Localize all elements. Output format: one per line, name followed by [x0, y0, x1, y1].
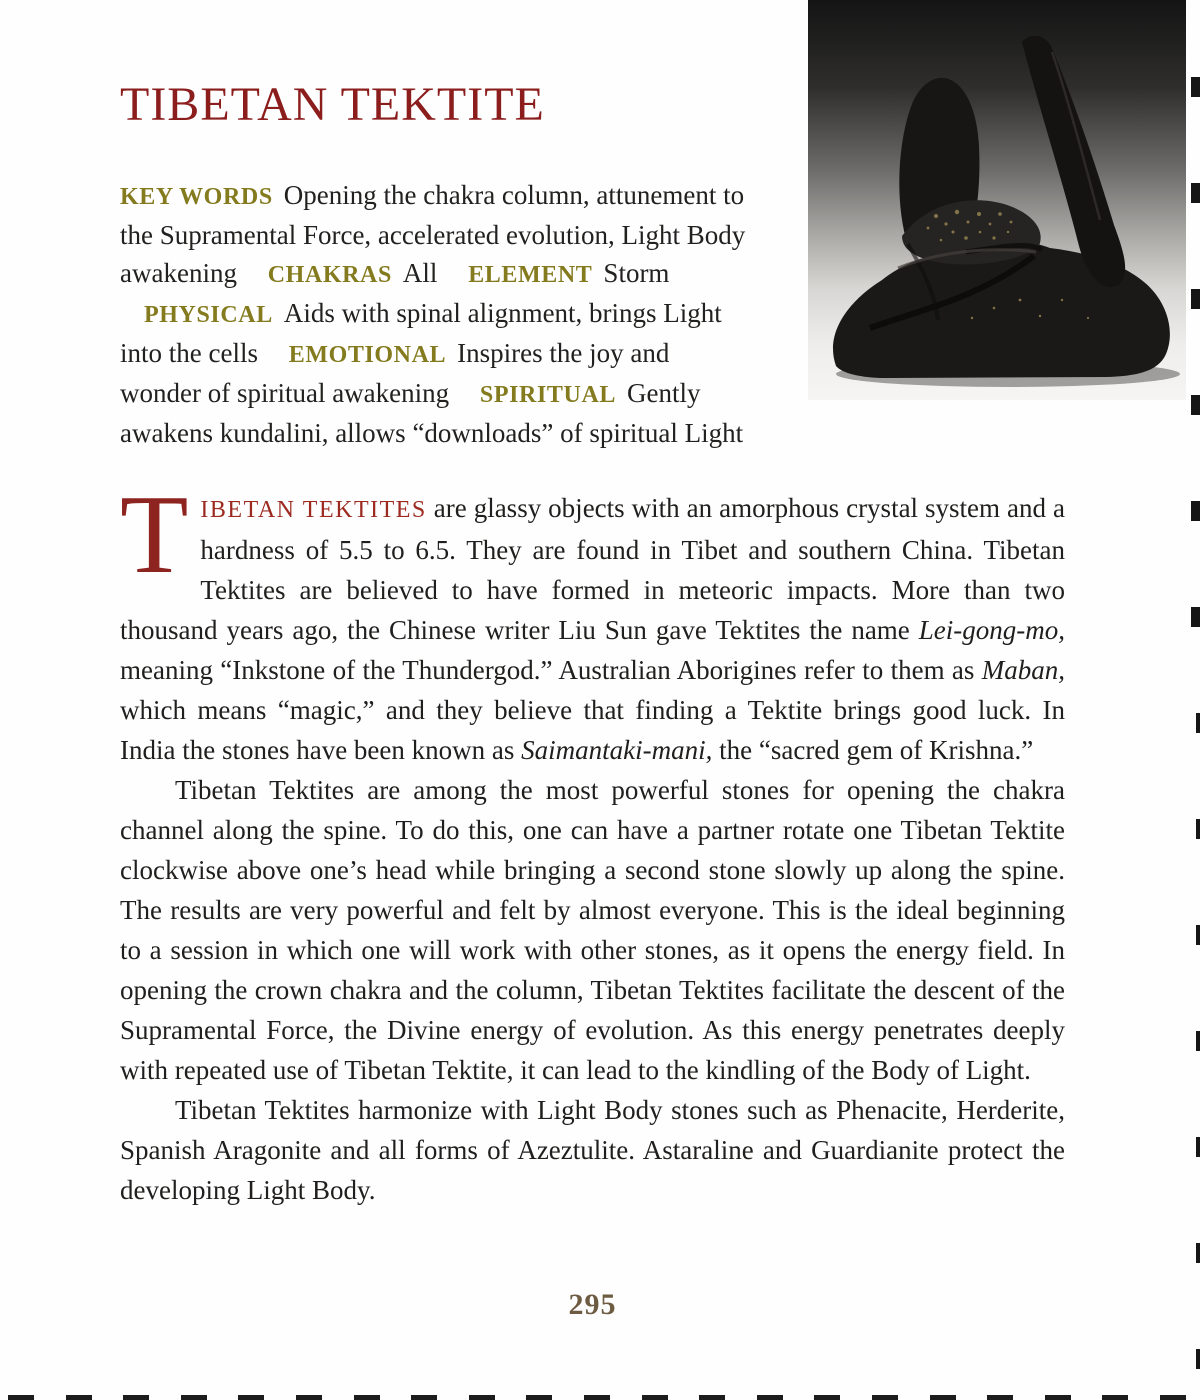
body-segment: are glassy objects with an amorphous crystal system and a hardness of 5.5 to 6.5. They are found in Tibet and southern China. Tibetan Tektites are believed to have formed in meteoric impacts. More than two thousand years ago, the Chinese writer Liu Sun gave Tektites the name	[120, 493, 1065, 646]
bottom-edge-mark	[354, 1395, 380, 1400]
emotional-label: EMOTIONAL	[288, 342, 447, 369]
bottom-edge-mark	[930, 1395, 956, 1400]
bottom-edge-mark	[584, 1395, 610, 1400]
right-edge-mark	[1196, 1031, 1200, 1051]
bottom-edge-mark	[296, 1395, 322, 1400]
bottom-edge-mark	[1045, 1395, 1071, 1400]
lead-in-small-caps: IBETAN TEKTITES	[200, 497, 427, 524]
bottom-edge-mark	[757, 1395, 783, 1400]
bottom-edge-mark	[238, 1395, 264, 1400]
bottom-edge-mark	[814, 1395, 840, 1400]
bottom-edge-mark	[123, 1395, 149, 1400]
paragraph-1	[120, 473, 1065, 770]
physical-text: Aids with spinal alignment, brings Light into the cells	[120, 298, 722, 369]
right-edge-mark	[1191, 501, 1200, 521]
right-edge-mark	[1191, 395, 1200, 415]
right-edge-mark	[1191, 289, 1200, 309]
bottom-edge-mark	[699, 1395, 725, 1400]
bottom-edge-mark	[987, 1395, 1013, 1400]
right-edge-mark	[1196, 1349, 1200, 1369]
spiritual-label: SPIRITUAL	[479, 382, 617, 409]
properties-paragraph	[120, 176, 756, 452]
body-segment: the “sacred gem of Krishna.”	[712, 735, 1034, 766]
bottom-edge-mark	[8, 1395, 34, 1400]
bottom-edge-mark	[66, 1395, 92, 1400]
right-edge-mark	[1196, 819, 1200, 839]
bottom-edge-mark	[526, 1395, 552, 1400]
paragraph-3: Tibetan Tektites harmonize with Light Body stones such as Phenacite, Herderite, Spanish Aragonite and all forms of Azeztulite. Astaraline and Guardianite protect the developing Light Body.	[120, 1095, 1065, 1206]
chakras-text: All	[402, 258, 438, 289]
paragraph-2: Tibetan Tektites are among the most powerful stones for opening the chakra channel along the spine. To do this, one can have a partner rotate one Tibetan Tektite clockwise above one’s head while bringing a second stone slowly up along the spine. The results are very powerful and felt by almost everyone. This is the ideal beginning to a session in which one will work with other stones, as it opens the energy field. In opening the crown chakra and the column, Tibetan Tektites facilitate the descent of the Supramental Force, the Divine energy of evolution. As this energy penetrates deeply with repeated use of Tibetan Tektite, it can lead to the kindling of the Body of Light.	[120, 775, 1065, 1086]
right-edge-mark	[1196, 1243, 1200, 1263]
right-edge-mark	[1196, 1137, 1200, 1157]
body-segment: which means “magic,” and they believe that finding a Tektite brings good luck. In India the stones have been known as	[120, 695, 1065, 766]
right-edge-mark	[1191, 77, 1200, 97]
italic-term: Lei-gong-mo,	[918, 615, 1065, 646]
bottom-edge-mark	[1160, 1395, 1186, 1400]
bottom-edge-mark	[1102, 1395, 1128, 1400]
bottom-edge-mark	[872, 1395, 898, 1400]
element-text: Storm	[603, 258, 670, 289]
emotional-text: Inspires the joy and wonder of spiritual awakening	[120, 338, 670, 409]
right-edge-mark	[1191, 183, 1200, 203]
italic-term: Saimantaki-mani,	[521, 735, 713, 766]
key-words-label: KEY WORDS	[120, 184, 273, 211]
text-column	[120, 0, 1065, 1210]
body-text	[120, 473, 1065, 1210]
chakras-label: CHAKRAS	[267, 262, 392, 289]
right-edge-mark	[1196, 713, 1200, 733]
right-edge-mark	[1191, 607, 1200, 627]
drop-cap: T	[120, 473, 189, 598]
italic-term: Maban,	[981, 655, 1065, 686]
physical-label: PHYSICAL	[144, 302, 273, 329]
bottom-edge-mark	[411, 1395, 437, 1400]
element-label: ELEMENT	[468, 262, 593, 289]
key-words-text: Opening the chakra column, attunement to the Supramental Force, accelerated evolution, Light Body awakening	[120, 180, 746, 289]
right-edge-mark	[1196, 925, 1200, 945]
body-segment: meaning “Inkstone of the Thundergod.” Australian Aborigines refer to them as	[120, 655, 982, 686]
spiritual-text: Gently awakens kundalini, allows “downloads” of spiritual Light	[120, 378, 744, 449]
bottom-edge-mark	[181, 1395, 207, 1400]
bottom-edge-mark	[642, 1395, 668, 1400]
bottom-edge-mark	[469, 1395, 495, 1400]
page-number: 295	[568, 1288, 617, 1321]
page-title: TIBETAN TEKTITE	[120, 78, 545, 131]
